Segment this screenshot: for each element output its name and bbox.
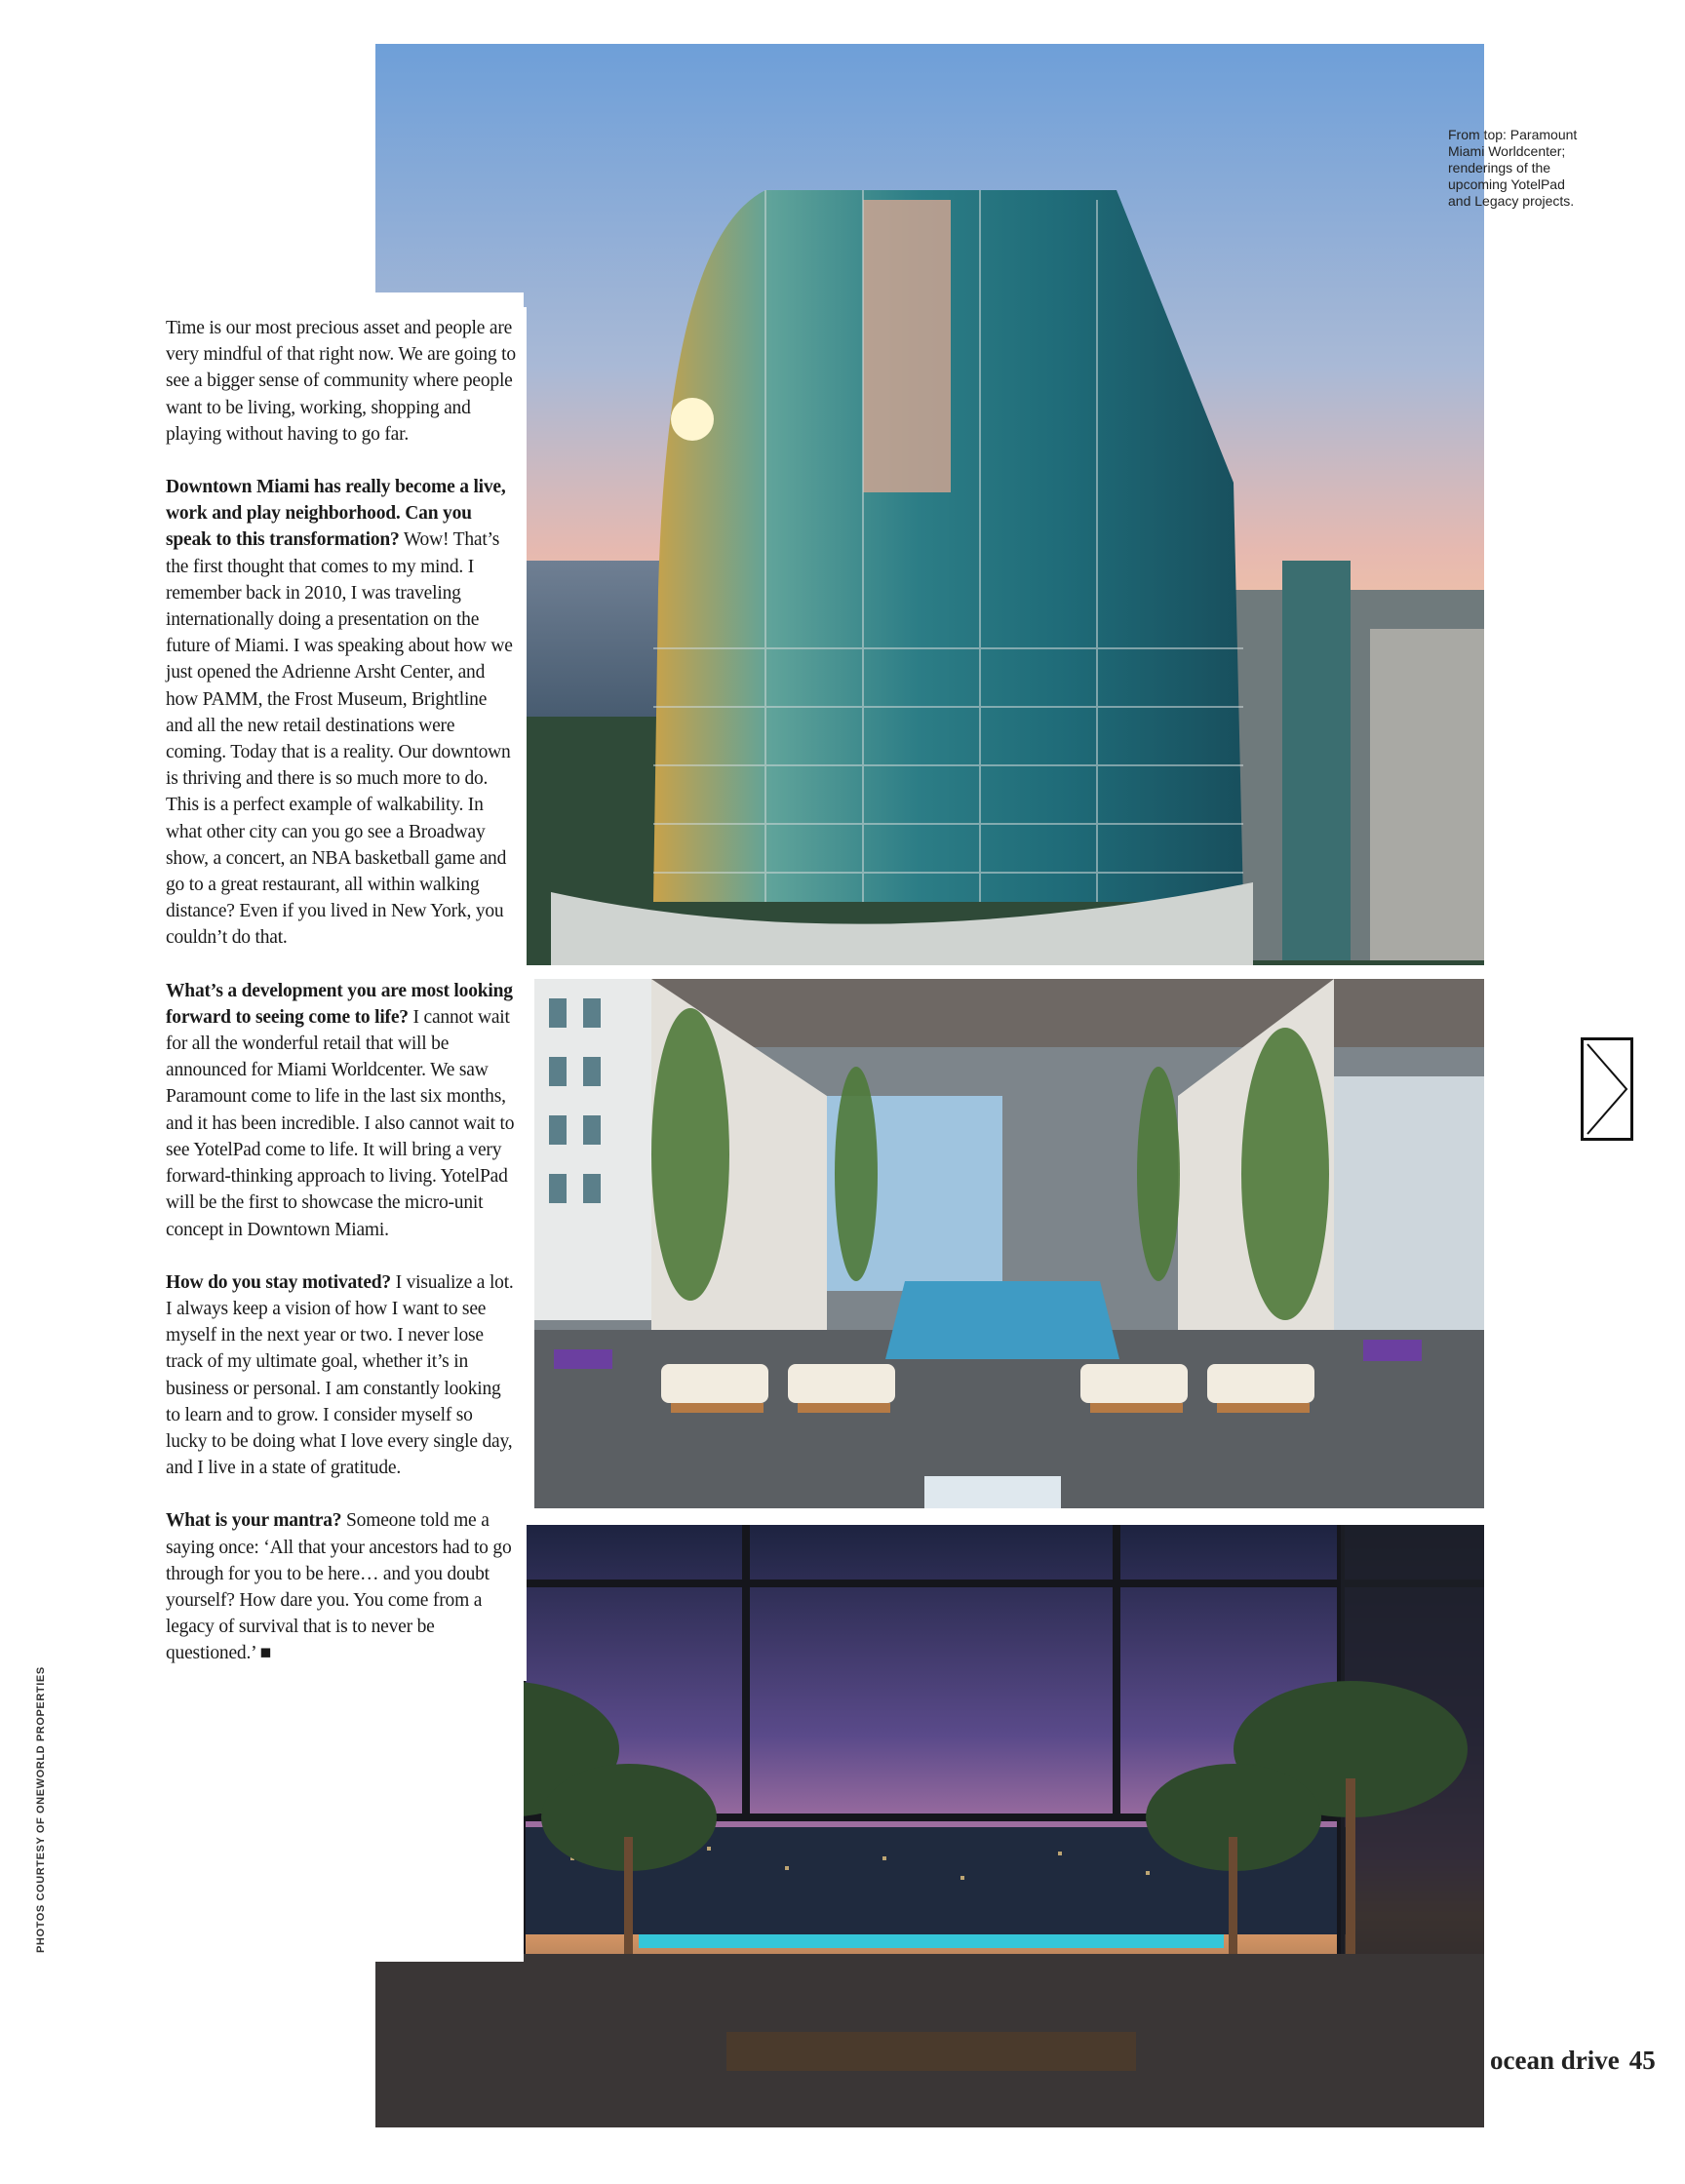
- magazine-name: ocean drive: [1490, 2046, 1620, 2075]
- chevron-right-icon: [1584, 1040, 1630, 1138]
- article-text-column: [166, 307, 527, 1681]
- question: What is your mantra?: [166, 1510, 342, 1532]
- caption-line: and Legacy projects.: [1448, 193, 1575, 209]
- intro-paragraph: Time is our most precious asset and people are very mindful of that right now. We are going to see a bigger sense of community where people want to be living, working, shopping and playing without having to go far.: [166, 318, 516, 445]
- qa-paragraph: [166, 1507, 517, 1666]
- answer: Wow! That’s the first thought that comes to my mind. I remember back in 2010, I was traveling internationally doing a presentation on the future of Miami. I was speaking about how we just opened the Adrienne Arsht Center, and how PAMM, the Frost Museum, Brightline and all the new retail destinations were coming. Today that is a reality. Our downtown is thriving and there is so much more to do. This is a perfect example of walkability. In what other city can you go see a Broadway show, a concert, an NBA basketball game and go to a great restaurant, all within walking distance? Even if you lived in New York, you couldn’t do that.: [166, 529, 513, 949]
- caption-line: Miami Worldcenter;: [1448, 143, 1566, 159]
- qa-paragraph: [166, 1269, 517, 1482]
- qa-paragraph: [166, 978, 517, 1243]
- paramount-tower-photo: [375, 44, 1484, 965]
- legacy-garden-photo: [375, 1525, 1484, 2127]
- caption-line: renderings of the: [1448, 160, 1551, 176]
- photo-credit: PHOTOS COURTESY OF ONEWORLD PROPERTIES: [35, 1666, 47, 1953]
- photo-caption: [1448, 127, 1624, 210]
- answer: Someone told me a saying once: ‘All that your ancestors had to go through for you to be here… and you doubt yourself? How dare you. You come from a legacy of survival that is to never be questioned.’ ■: [166, 1510, 512, 1664]
- next-page-arrow-button[interactable]: [1581, 1037, 1633, 1141]
- caption-line: upcoming YotelPad: [1448, 176, 1565, 192]
- question: What’s a development you are most looking forward to seeing come to life?: [166, 980, 513, 1028]
- question: How do you stay motivated?: [166, 1271, 391, 1293]
- page-number: 45: [1628, 2046, 1656, 2075]
- yotelpad-pool-photo: [534, 979, 1484, 1508]
- answer: I cannot wait for all the wonderful retail that will be announced for Miami Worldcenter. We saw Paramount come to life in the last six months, and it has been incredible. I also cannot wait to see YotelPad come to life. It will bring a very forward-thinking approach to living. YotelPad will be the first to showcase the micro-unit concept in Downtown Miami.: [166, 1006, 515, 1240]
- caption-line: From top: Paramount: [1448, 127, 1578, 142]
- page-folio: [1490, 2046, 1656, 2076]
- answer: I visualize a lot. I always keep a vision of how I want to see myself in the next year or two. I never lose track of my ultimate goal, whether it’s in business or personal. I am constantly looking to learn and to grow. I consider myself so lucky to be doing what I love every single day, and I live in a state of gratitude.: [166, 1271, 514, 1479]
- question: Downtown Miami has really become a live, work and play neighborhood. Can you speak to this transformation?: [166, 477, 506, 551]
- qa-paragraph: [166, 474, 517, 952]
